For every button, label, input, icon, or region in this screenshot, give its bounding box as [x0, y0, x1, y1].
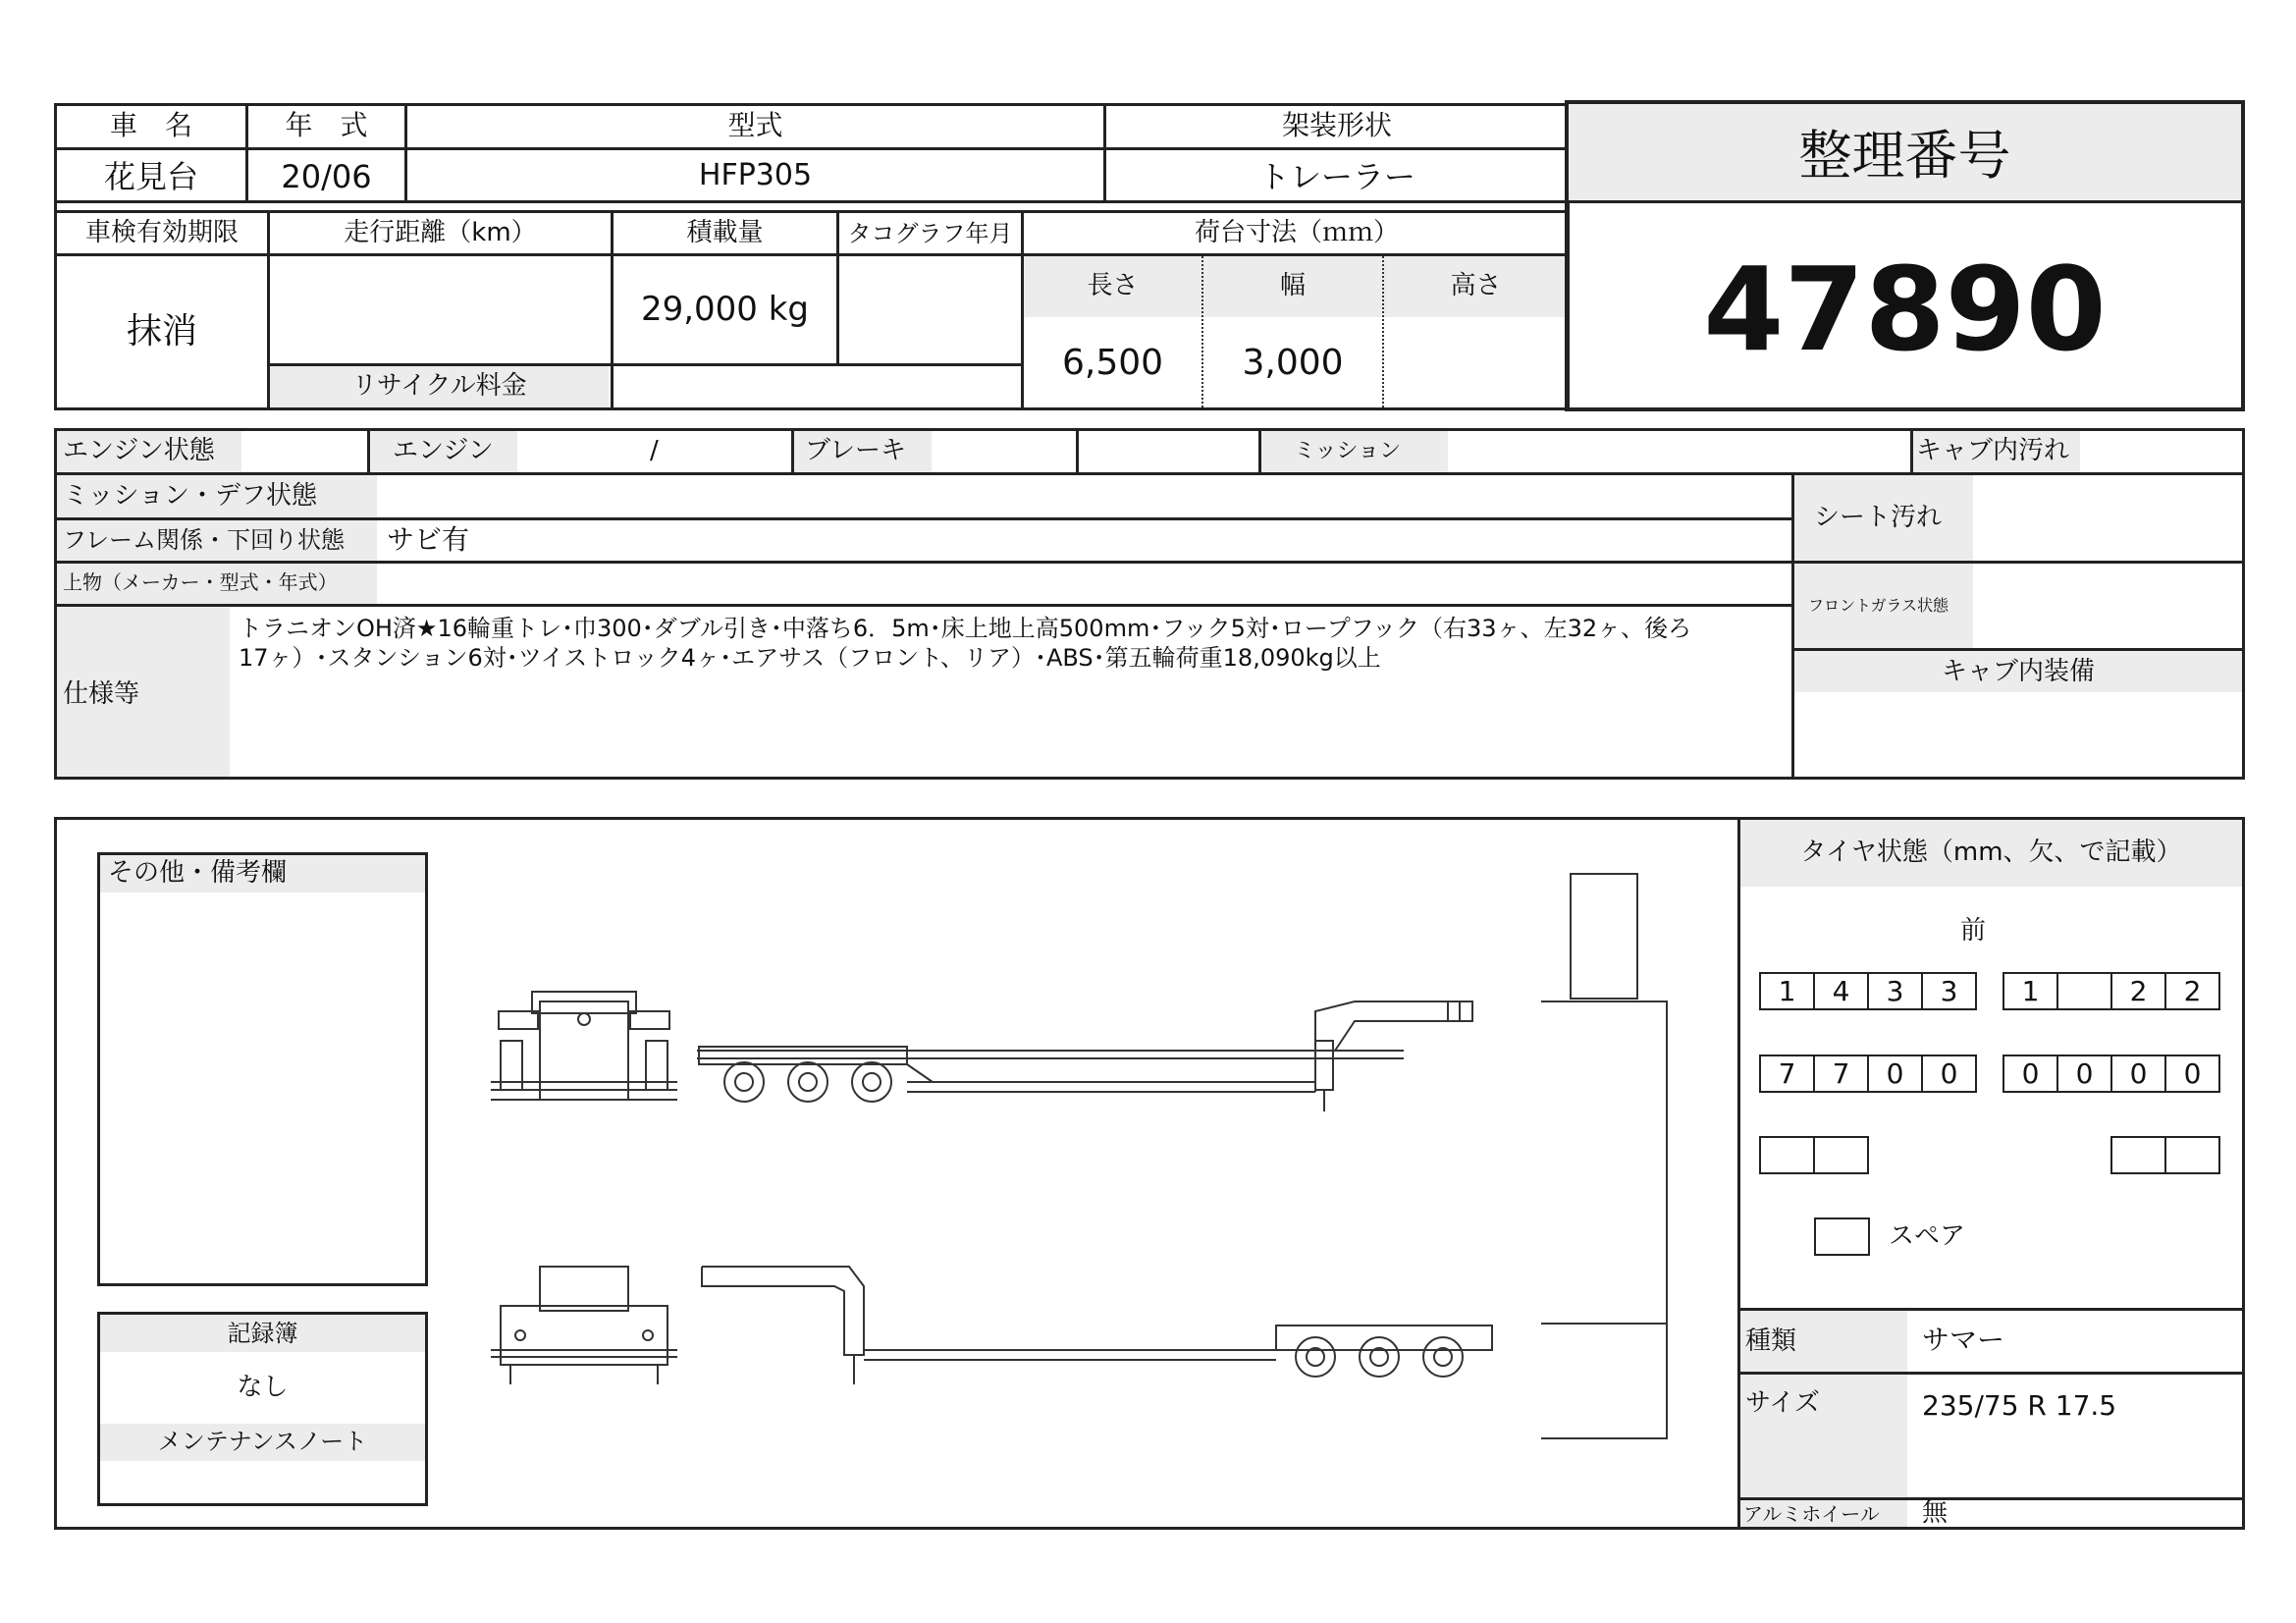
- tire-cell: 0: [1921, 1055, 1977, 1093]
- tire-cell: [2110, 1136, 2166, 1174]
- inspection-value: 抹消: [126, 311, 197, 352]
- body-type-value: トレーラー: [1257, 158, 1415, 195]
- remarks-label: その他・備考欄: [108, 858, 288, 888]
- model-label: 型式: [727, 109, 783, 141]
- tire-size-value: 235/75 R 17.5: [1922, 1389, 2117, 1422]
- tire-title: タイヤ状態（mm、欠、で記載）: [1800, 838, 2182, 867]
- tractor-outline: [1541, 874, 1667, 1438]
- spec-line-1: トラニオンOH済★16輪重トレ･巾300･ダブル引き･中落ち6．5m･床上地上高500mm･フック5対･ロープフック（右33ヶ、左32ヶ、後ろ: [239, 615, 1692, 642]
- trailer-rear-view-upper: [491, 992, 677, 1100]
- frame-value: サビ有: [387, 523, 470, 556]
- deck-height-label: 高さ: [1450, 271, 1502, 300]
- trailer-side-view-lower: [702, 1267, 1492, 1384]
- cab-equipment-label: キャブ内装備: [1941, 657, 2095, 686]
- tire-type-label: 種類: [1745, 1326, 1797, 1356]
- tire-cell: 3: [1867, 972, 1923, 1010]
- tire-cell: 2: [2110, 972, 2166, 1010]
- recycle-label: リサイクル料金: [351, 371, 527, 401]
- aluminum-wheel-value: 無: [1922, 1498, 1949, 1528]
- record-value: なし: [237, 1373, 289, 1402]
- tire-cell: 0: [1867, 1055, 1923, 1093]
- tire-cell: 2: [2164, 972, 2220, 1010]
- tire-cell: 0: [2164, 1055, 2220, 1093]
- model-value: HFP305: [698, 158, 813, 192]
- deck-width-value: 3,000: [1242, 343, 1344, 383]
- frame-label: フレーム関係・下回り状態: [63, 526, 346, 554]
- tire-cell: 0: [2110, 1055, 2166, 1093]
- mileage-label: 走行距離（km）: [344, 218, 537, 247]
- deck-length-label: 長さ: [1087, 271, 1139, 300]
- spec-line-2: 17ヶ）･スタンション6対･ツイストロック4ヶ･エアサス（フロント、リア）･ABS･第五輪荷重18,090kg以上: [239, 644, 1381, 672]
- tire-cell: 1: [1759, 972, 1815, 1010]
- body-type-label: 架装形状: [1281, 109, 1392, 141]
- trailer-diagram: [471, 854, 1698, 1463]
- seat-dirt-label: シート汚れ: [1814, 503, 1943, 532]
- vehicle-name-value: 花見台: [103, 158, 198, 195]
- record-label: 記録簿: [227, 1320, 298, 1347]
- tire-cell: [2164, 1136, 2220, 1174]
- engine-state-label: エンジン状態: [63, 436, 215, 465]
- engine-separator: /: [650, 436, 659, 465]
- spec-label: 仕様等: [63, 679, 140, 709]
- windshield-label: フロントガラス状態: [1808, 596, 1949, 615]
- upper-body-label: 上物（メーカー・型式・年式）: [63, 570, 338, 594]
- capacity-label: 積載量: [686, 218, 764, 247]
- mission-label: ミッション: [1294, 439, 1402, 463]
- tacho-label: タコグラフ年月: [847, 220, 1013, 247]
- tire-cell: [1759, 1136, 1815, 1174]
- reference-number-value: 47890: [1703, 242, 2107, 377]
- reference-number-label: 整理番号: [1798, 125, 2011, 187]
- brake-label: ブレーキ: [805, 436, 906, 465]
- tire-front-label: 前: [1959, 916, 1986, 946]
- deck-size-label: 荷台寸法（ｍｍ）: [1194, 218, 1399, 247]
- maintenance-note-label: メンテナンスノート: [157, 1428, 368, 1455]
- tire-cell: 3: [1921, 972, 1977, 1010]
- cab-dirt-label: キャブ内汚れ: [1916, 436, 2070, 465]
- tire-cell: 4: [1813, 972, 1869, 1010]
- tire-size-label: サイズ: [1745, 1388, 1820, 1418]
- spare-tire-cell: [1814, 1217, 1870, 1256]
- tire-cell: 7: [1759, 1055, 1815, 1093]
- deck-length-value: 6,500: [1061, 343, 1164, 383]
- tire-cell: [2056, 972, 2112, 1010]
- tire-cell: 0: [2056, 1055, 2112, 1093]
- year-label: 年 式: [285, 109, 368, 141]
- year-value: 20/06: [281, 158, 372, 195]
- spare-label: スペア: [1889, 1221, 1966, 1251]
- trailer-rear-view-lower: [491, 1267, 677, 1384]
- tire-cell: [1813, 1136, 1869, 1174]
- engine-label: エンジン: [393, 436, 494, 465]
- trailer-side-view-upper: [697, 1001, 1472, 1111]
- tire-cell: 0: [2002, 1055, 2058, 1093]
- mission-def-label: ミッション・デフ状態: [63, 481, 317, 511]
- capacity-value: 29,000 kg: [640, 290, 810, 329]
- deck-width-label: 幅: [1279, 271, 1306, 300]
- vehicle-name-label: 車 名: [109, 109, 192, 141]
- tire-cell: 7: [1813, 1055, 1869, 1093]
- aluminum-wheel-label: アルミホイール: [1743, 1502, 1880, 1526]
- inspection-label: 車検有効期限: [84, 218, 239, 247]
- tire-type-value: サマー: [1922, 1324, 2005, 1356]
- tire-cell: 1: [2002, 972, 2058, 1010]
